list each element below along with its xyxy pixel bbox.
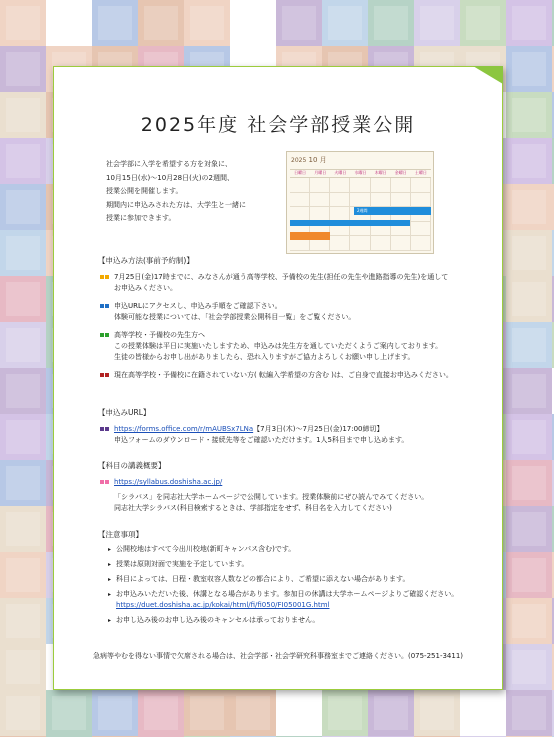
notes-link[interactable]: https://duet.doshisha.ac.jp/kokai/html/fi/fi050/FI05001G.html (116, 601, 330, 609)
background-tile-pattern (6, 190, 40, 224)
background-tile-pattern (6, 6, 40, 40)
apply-method-section (98, 255, 498, 381)
background-tile-pattern (512, 144, 546, 178)
calendar-day-cell (290, 193, 310, 208)
calendar-day-cell (391, 236, 411, 251)
background-tile-pattern (6, 52, 40, 86)
background-tile-pattern (282, 696, 316, 730)
apply-item-text: 高等学校・予備校の先生方へ (114, 331, 205, 339)
background-tile-pattern (512, 6, 546, 40)
calendar-day-cell (330, 236, 350, 251)
background-tile-pattern (98, 6, 132, 40)
calendar-day-cell (391, 178, 411, 193)
background-tile-pattern (6, 374, 40, 408)
apply-item-text: 現在高等学校・予備校に在籍されていない方( 転編入学希望の方含む )は、ご自身で直接お申込みください。 (114, 371, 453, 379)
syllabus-heading: 【科目の講義概要】 (98, 461, 166, 470)
calendar-day-cell (411, 178, 431, 193)
square-bullet-icon (105, 304, 109, 308)
apply-method-heading: 【申込み方法(事前予約制)】 (98, 256, 194, 265)
note-item: ▸ 科目によっては、日程・教室収容人数などの都合により、ご希望に添えない場合があります。 (108, 574, 498, 585)
apply-item-text: 体験可能な授業については、「社会学部授業公開科目一覧」をご覧ください。 (114, 313, 356, 321)
calendar-day-cell (371, 178, 391, 193)
apply-form-link[interactable]: https://forms.office.com/r/mAUBSx7LNa (114, 425, 254, 433)
background-tile-pattern (374, 6, 408, 40)
background-tile-pattern (6, 696, 40, 730)
background-tile-pattern (512, 420, 546, 454)
calendar-weekday: 火曜日 (330, 170, 350, 178)
calendar-day-cell (330, 193, 350, 208)
syllabus-section (98, 460, 498, 514)
background-tile-pattern (512, 52, 546, 86)
syllabus-text: 同志社大学シラバス(科目検索するときは、学部指定をせず、科目名を入力してください) (114, 504, 392, 512)
background-tile-pattern (144, 6, 178, 40)
square-bullet-icon (105, 333, 109, 337)
background-tile-pattern (512, 512, 546, 546)
apply-item-text: 7月25日(金)17時までに、みなさんが通う高等学校、予備校の先生(担任の先生や進路指導の先生)を通して (114, 273, 449, 281)
intro-text (106, 158, 291, 226)
footer-contact: 急病等やむを得ない事情で欠席される場合は、社会学部・社会学研究科事務室までご連絡ください。(075-251-3411) (92, 652, 464, 660)
background-tile-pattern (374, 696, 408, 730)
background-tile-pattern (512, 282, 546, 316)
background-tile-pattern (6, 282, 40, 316)
background-tile-pattern (328, 6, 362, 40)
corner-fold (473, 66, 503, 84)
background-tile-pattern (282, 6, 316, 40)
apply-item-1 (98, 272, 498, 294)
calendar-year: 2025 (291, 157, 307, 164)
calendar-day-cell (310, 193, 330, 208)
background-tile-pattern (6, 512, 40, 546)
notes-heading: 【注意事項】 (98, 530, 143, 539)
square-bullet-icon (100, 275, 104, 279)
background-tile-pattern (512, 558, 546, 592)
apply-item-text: 生徒の皆様からお申し出がありましたら、恐れ入りますがご協力よろしくお願い申し上げます。 (114, 353, 415, 361)
calendar-day-cell (411, 236, 431, 251)
square-bullet-icon (105, 427, 109, 431)
calendar-day-cell (371, 236, 391, 251)
calendar-weekday: 日曜日 (290, 170, 310, 178)
calendar-day-cell (391, 193, 411, 208)
intro-line: 社会学部に入学を希望する方を対象に、 (106, 160, 232, 168)
background-tile-pattern (52, 6, 86, 40)
calendar-day-cell (290, 178, 310, 193)
square-bullet-icon (105, 275, 109, 279)
background-tile-pattern (6, 236, 40, 270)
background-tile-pattern (328, 696, 362, 730)
flyer-page (53, 66, 503, 690)
page-title: 2025年度 社会学部授業公開 (140, 114, 416, 136)
background-tile-pattern (6, 558, 40, 592)
calendar-month: 10 月 (308, 156, 327, 164)
apply-url-section (98, 407, 498, 446)
notes-section (98, 529, 498, 626)
square-bullet-icon (100, 427, 104, 431)
square-bullet-icon (105, 480, 109, 484)
calendar-weekday: 木曜日 (371, 170, 391, 178)
apply-url-note: 申込フォームのダウンロード・接続先等をご確認いただけます。1人5科目まで申し込めます。 (114, 436, 409, 444)
background-tile-pattern (512, 190, 546, 224)
note-item: ▸ お申込みいただいた後、休講となる場合があります。参加日の休講は大学ホームページよりご確認ください。 (108, 589, 498, 600)
note-item: ▸ 授業は原則対面で実施を予定しています。 (108, 559, 498, 570)
background-tile-pattern (512, 236, 546, 270)
background-tile-pattern (512, 650, 546, 684)
apply-item-text: 申込URLにアクセスし、申込み手順をご確認下さい。 (114, 302, 282, 310)
background-tile-pattern (6, 604, 40, 638)
apply-url-heading: 【申込みURL】 (98, 408, 151, 417)
background-tile-pattern (420, 6, 454, 40)
period-label: 2週間 (357, 208, 368, 213)
apply-item-text: お申込みください。 (114, 284, 177, 292)
apply-item-2 (98, 301, 498, 323)
background-tile-pattern (52, 696, 86, 730)
square-bullet-icon (100, 373, 104, 377)
background-tile-pattern (6, 328, 40, 362)
square-bullet-icon (100, 304, 104, 308)
note-item: ▸ お申し込み後のお申し込み後のキャンセルは承っておりません。 (108, 615, 498, 626)
calendar-day-cell (310, 178, 330, 193)
background-tile-pattern (512, 696, 546, 730)
calendar-weekday: 土曜日 (411, 170, 431, 178)
intro-line: 授業に参加できます。 (106, 214, 176, 222)
background-tile-pattern (6, 466, 40, 500)
intro-line: 10月15日(水)～10月28日(火)の2週間、 (106, 173, 235, 182)
syllabus-text: 「シラバス」を同志社大学ホームページで公開しています。授業体験前にぜひ読んでみてください。 (114, 493, 429, 501)
square-bullet-icon (100, 480, 104, 484)
background-tile-pattern (512, 374, 546, 408)
background-tile-pattern (6, 98, 40, 132)
calendar-day-cell (350, 193, 370, 208)
background-tile-pattern (512, 604, 546, 638)
calendar-weekday: 金曜日 (391, 170, 411, 178)
background-tile-pattern (420, 696, 454, 730)
apply-item-4 (98, 370, 498, 381)
square-bullet-icon (100, 333, 104, 337)
syllabus-link[interactable]: https://syllabus.doshisha.ac.jp/ (114, 478, 223, 486)
background-tile-pattern (512, 466, 546, 500)
syllabus-item (98, 477, 498, 514)
background-tile-pattern (466, 6, 500, 40)
period-bar-week3 (290, 232, 330, 240)
background-tile-pattern (190, 6, 224, 40)
square-bullet-icon (105, 373, 109, 377)
background-tile-pattern (466, 696, 500, 730)
calendar-image (286, 151, 434, 254)
background-tile-pattern (6, 420, 40, 454)
background-tile-pattern (6, 650, 40, 684)
calendar-day-cell (411, 193, 431, 208)
apply-item-3 (98, 330, 498, 363)
period-bar-week2 (290, 220, 410, 226)
background-tile-pattern (144, 696, 178, 730)
background-tile-pattern (512, 98, 546, 132)
background-tile-pattern (512, 328, 546, 362)
apply-item-text: この授業体験は平日に実施いたしますため、申込みは先生方を通していただくようご案内しております。 (114, 342, 443, 350)
apply-url-item (98, 424, 498, 446)
background-tile-pattern (236, 696, 270, 730)
calendar-weekday: 水曜日 (350, 170, 370, 178)
calendar-day-cell (411, 222, 431, 237)
intro-line: 期間内に申込みされた方は、大学生と一緒に (106, 200, 246, 209)
calendar-day-cell (330, 178, 350, 193)
intro-line: 授業公開を開催します。 (106, 187, 183, 195)
background-tile-pattern (190, 696, 224, 730)
calendar-day-cell (350, 178, 370, 193)
calendar-day-cell (350, 236, 370, 251)
background-tile-pattern (236, 6, 270, 40)
background-tile-pattern (6, 144, 40, 178)
background-tile-pattern (98, 696, 132, 730)
note-item: ▸ 公開校地はすべて今出川校地(新町キャンパス含む)です。 (108, 544, 498, 555)
calendar-day-cell (371, 193, 391, 208)
calendar-header (291, 155, 327, 165)
apply-period: 【7月3日(木)～7月25日(金)17:00締切】 (253, 425, 384, 433)
calendar-weekday: 月曜日 (310, 170, 330, 178)
